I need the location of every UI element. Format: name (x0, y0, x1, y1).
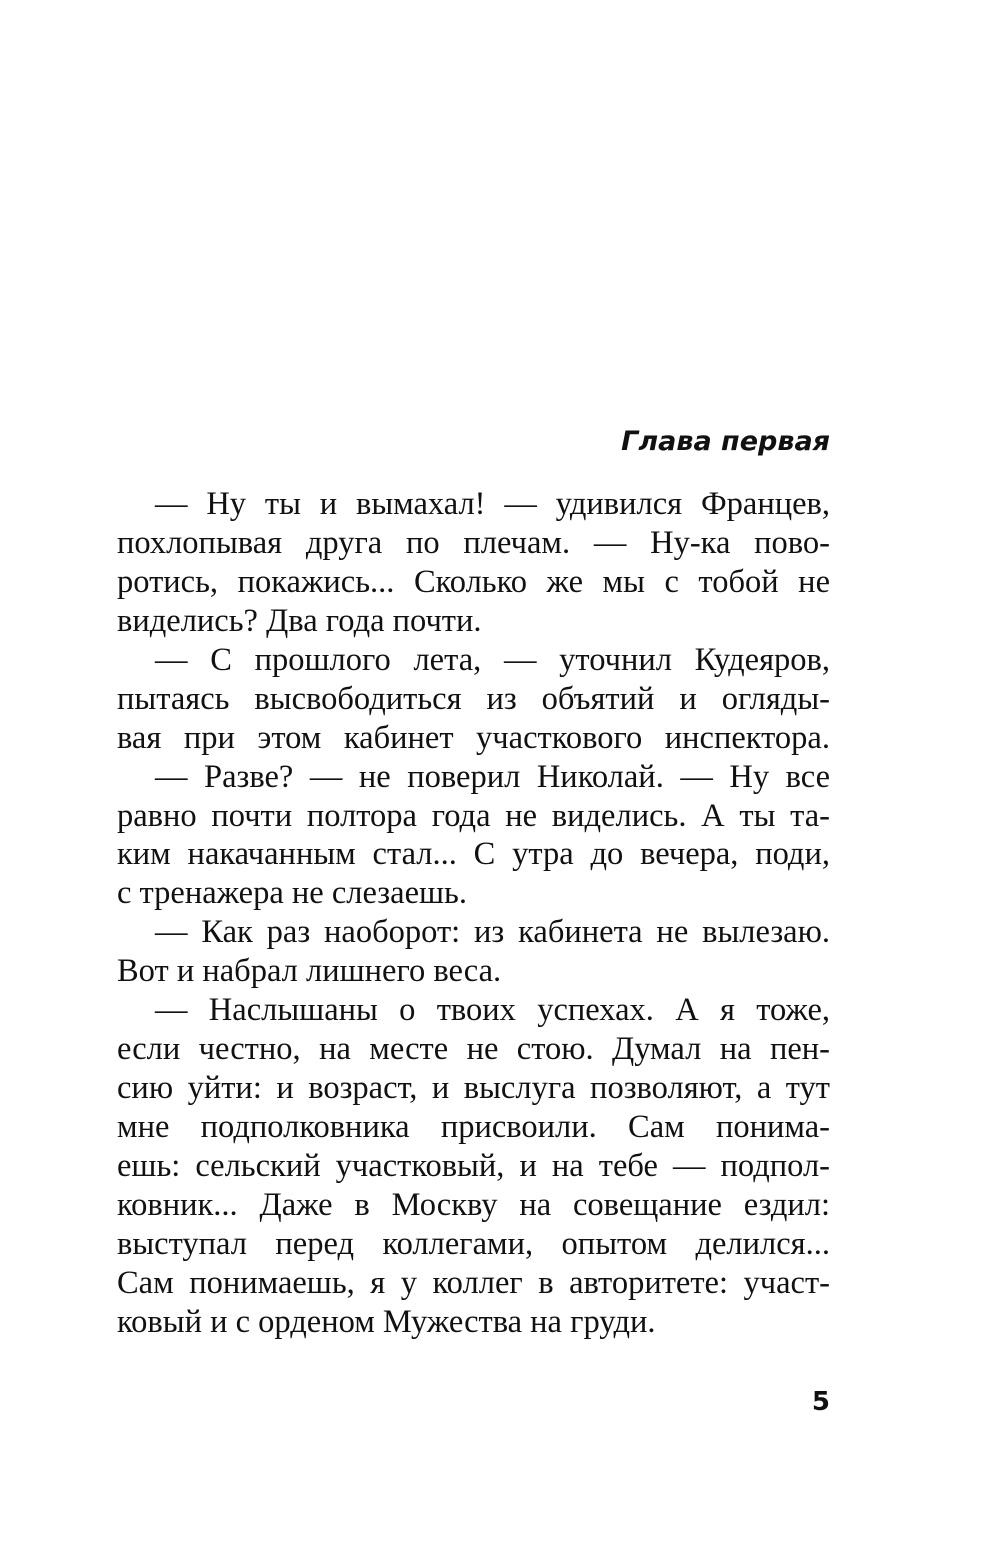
text-line: похлопывая друга по плечам. — Ну-ка пово- (117, 524, 830, 561)
text-line: виделись? Два года почти. (117, 602, 482, 639)
text-line: с тренажера не слезаешь. (117, 875, 467, 912)
text-line: мне подполковника присвоили. Сам понима- (117, 1109, 830, 1145)
text-line: Сам понимаешь, я у коллег в авторитете: участ- (117, 1264, 830, 1301)
text-line: — С прошлого лета, — уточнил Кудеяров, (155, 641, 830, 678)
text-line: пытаясь высвободиться из объятий и огляды- (117, 680, 830, 717)
text-line: если честно, на месте не стою. Думал на пен- (117, 1031, 830, 1068)
chapter-title: Глава первая (621, 426, 830, 457)
text-line: ротись, покажись... Сколько же мы с тобой не (117, 563, 830, 600)
page-number: 5 (811, 1387, 830, 1417)
text-line: ким накачанным стал... С утра до вечера, поди, (117, 836, 830, 873)
text-line: выступал перед коллегами, опытом делился... (117, 1225, 830, 1262)
text-line: сию уйти: и возраст, и выслуга позволяют, а тут (117, 1070, 830, 1107)
text-line: — Как раз наоборот: из кабинета не вылезаю. (155, 914, 830, 951)
text-line: вая при этом кабинет участкового инспектора. (117, 719, 830, 756)
text-line: равно почти полтора года не виделись. А ты та- (117, 797, 830, 834)
text-line: — Разве? — не поверил Николай. — Ну все (155, 758, 830, 795)
text-line: — Наслышаны о твоих успехах. А я тоже, (155, 992, 830, 1029)
text-line: ковый и с орденом Мужества на груди. (117, 1303, 656, 1340)
text-line: ковник... Даже в Москву на совещание ездил: (117, 1186, 830, 1223)
text-line: Вот и набрал лишнего веса. (117, 953, 502, 990)
text-line: ешь: сельский участковый, и на тебе — подпол- (117, 1147, 830, 1184)
text-line: — Ну ты и вымахал! — удивился Францев, (155, 486, 830, 522)
chapter-text (117, 485, 830, 1342)
